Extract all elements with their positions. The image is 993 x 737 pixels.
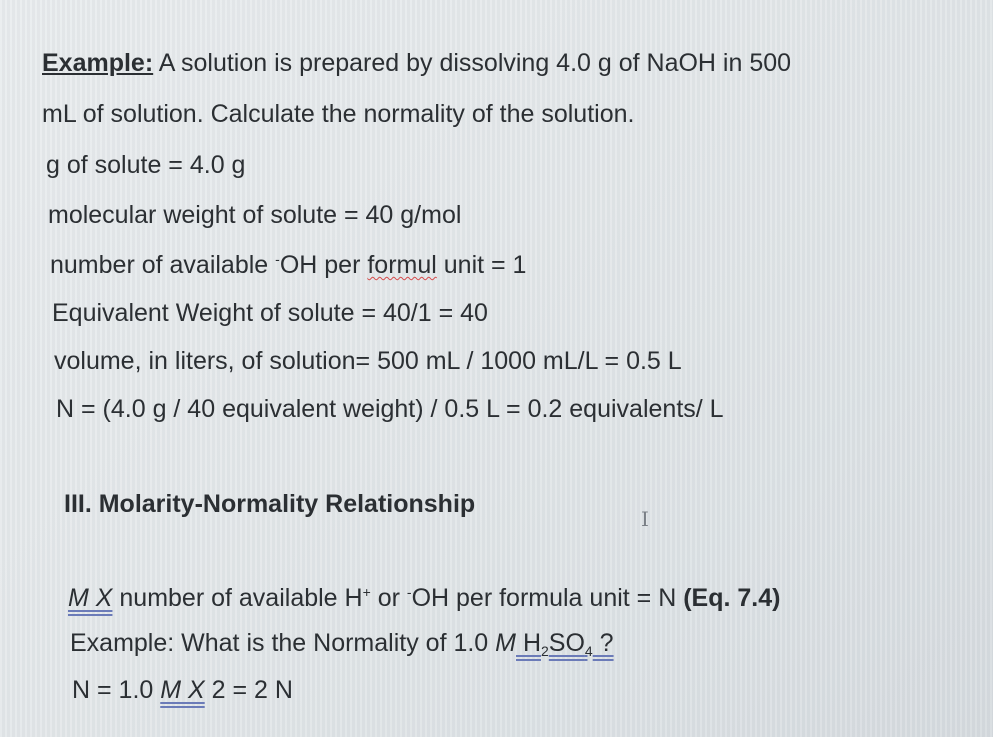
answer-line <box>72 675 293 705</box>
h-plus-sup: + <box>362 584 371 600</box>
available-suffix: unit = 1 <box>436 251 527 279</box>
example-intro-line-1 <box>42 48 791 78</box>
available-prefix: number of available <box>50 251 276 279</box>
question-text: Example: What is the Normality of 1.0 <box>70 629 496 657</box>
molarity-m: M <box>495 629 516 657</box>
example-heading: Example: <box>42 49 154 77</box>
misspelled-formul[interactable]: formul <box>367 251 437 279</box>
answer-mx-term: M X <box>160 676 205 704</box>
h2so4-sub-2: 2 <box>541 643 549 659</box>
equation-text-1: number of available H <box>112 584 363 612</box>
text-cursor-icon: I <box>641 507 649 531</box>
h2so4-sub-4: 4 <box>584 643 593 659</box>
example-intro-text-1: A solution is prepared by dissolving 4.0 g of NaOH in 500 <box>153 49 792 77</box>
equation-text-2: or <box>370 584 407 612</box>
equation-label: (Eq. 7.4) <box>683 584 781 612</box>
example-intro-line-2: mL of solution. Calculate the normality of the solution. <box>42 100 635 128</box>
volume-line: volume, in liters, of solution= 500 mL / 1000 mL/L = 0.5 L <box>54 347 682 375</box>
answer-text-2: 2 = 2 N <box>204 676 293 704</box>
normality-line: N = (4.0 g / 40 equivalent weight) / 0.5 L = 0.2 equivalents/ L <box>56 395 724 423</box>
molecular-weight-line: molecular weight of solute = 40 g/mol <box>48 201 462 229</box>
oh-minus-sup-2: - <box>406 584 412 600</box>
oh-minus-sup: - <box>275 251 280 267</box>
h2so4-h: H <box>516 629 541 657</box>
example-question-line <box>70 628 614 658</box>
equation-text-3: OH per formula unit = N <box>411 584 684 612</box>
h2so4-so: SO <box>548 629 585 657</box>
section-heading-molarity-normality: III. Molarity-Normality Relationship <box>64 490 476 518</box>
h2so4-formula <box>516 629 614 657</box>
mx-term: M X <box>68 584 113 612</box>
available-oh-line <box>50 250 526 280</box>
equation-line <box>68 583 780 613</box>
h2so4-question-mark: ? <box>592 629 614 657</box>
equivalent-weight-line: Equivalent Weight of solute = 40/1 = 40 <box>52 299 488 327</box>
available-oh: OH per <box>279 251 368 279</box>
answer-text-1: N = 1.0 <box>72 676 161 704</box>
g-of-solute-line: g of solute = 4.0 g <box>46 151 246 179</box>
